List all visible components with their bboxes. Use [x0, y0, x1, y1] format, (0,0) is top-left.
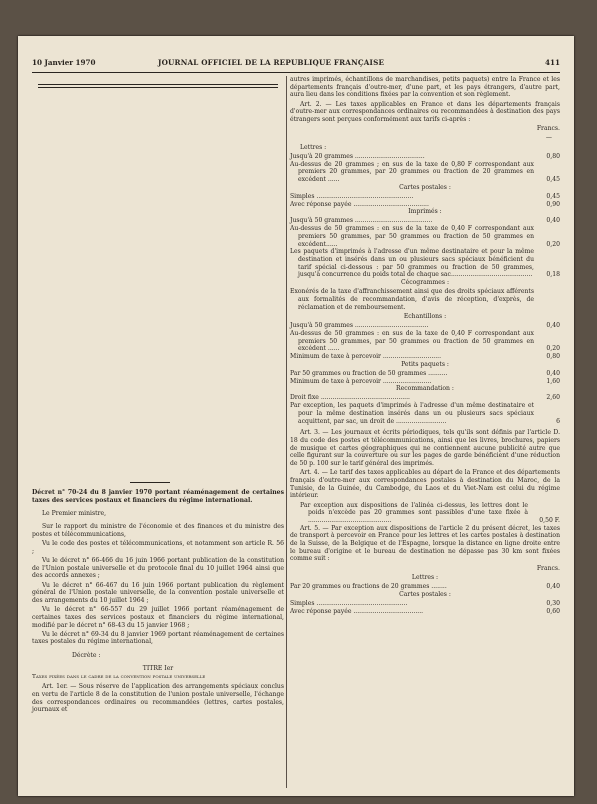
rate-row: Les paquets d'imprimés à l'adresse d'un même destinataire et pour la même destination et insérés dans un ou plusieurs sacs spéciaux bénéficient du tarif spécial ci-dessous : par 50 grammes ou fraction de 50 grammes, jusqu'à concurrence du poids total de chaque sac.......................................... 0,18	[290, 248, 560, 279]
left-column	[32, 482, 284, 716]
decrete-heading: Décrète :	[72, 651, 101, 659]
section-petits-paquets: Petits paquets :	[401, 360, 449, 368]
paragraph: Vu le code des postes et télécommunications, et notamment son article R. 56 ;	[32, 540, 284, 555]
rate-row: Avec réponse payée .................................... 0,60	[290, 607, 560, 615]
article-4: Art. 4. — Le tarif des taxes applicables au départ de la France et des départements français d'outre-mer aux correspondances postales à destination du Maroc, de la Tunisie, de la Guinée, du Cambodge, du Laos et du Viet-Nam est celui du régime intérieur.	[290, 469, 560, 500]
section-imprimes: Imprimés :	[408, 208, 442, 216]
journal-page	[18, 36, 574, 796]
rate-row: Au-dessus de 50 grammes : en sus de la taxe de 0,40 F correspondant aux premiers 50 grammes, par 50 grammes ou fraction de 50 grammes en excédent ...... 0,20	[290, 329, 560, 353]
section-cartes: Cartes postales :	[399, 590, 451, 598]
section-rule	[130, 482, 170, 483]
section-cartes: Cartes postales :	[399, 183, 451, 191]
page-header	[32, 58, 560, 70]
rate-row: Simples ............................................... 0,30	[290, 600, 560, 607]
rate-row: Par exception, les paquets d'imprimés à l'adresse d'un même destinataire et pour la même destination insérés dans un ou plusieurs sacs spéciaux acquittent, par sac, un droit de .......................... 6	[290, 402, 560, 425]
article-2: Art. 2. — Les taxes applicables en France et dans les départements français d'outre-mer aux correspondances ordinaires ou recommandées à destination des pays étrangers sont perçues conformément aux tarifs ci-après :	[290, 100, 560, 124]
section-lettres: Lettres :	[300, 143, 327, 151]
article-5: Art. 5. — Par exception aux dispositions de l'article 2 du présent décret, les taxes de transport à percevoir en France pour les lettres et les cartes postales à destination de la Suisse, de la Belgique et de l'Espagne, lorsque la distance en ligne droite entre le bureau d'origine et le bureau de destination ne dépasse pas 30 km sont fixées comme suit :	[290, 524, 560, 563]
paragraph: Vu le décret n° 66-557 du 29 juillet 1966 portant réaménagement de certaines taxes des services postaux et financiers du régime international, modifié par le décret n° 68-43 du 15 janvier 1968 ;	[32, 606, 284, 629]
section-recommandation: Recommandation :	[396, 385, 454, 393]
paragraph: Le Premier ministre,	[42, 509, 107, 517]
header-page-number: 411	[544, 58, 560, 67]
unit-dash: —	[545, 134, 552, 142]
paragraph: autres imprimés, échantillons de marchandises, petits paquets) entre la France et les départements français d'outre-mer, d'une part, et les pays étrangers, d'autre part, aura lieu dans les conditions fixées par la convention et son règlement.	[290, 76, 560, 99]
titre-heading: TITRE Ier	[142, 664, 174, 672]
header-rule	[32, 72, 560, 73]
section-echantillons: Echantillons :	[403, 312, 447, 320]
article-3: Art. 3. — Les journaux et écrits périodiques, tels qu'ils sont définis par l'article D. 18 du code des postes et télécommunications, ainsi que les livres, brochures, papiers de musique et cartes géographiques qui ne contiennent aucune publicité autre que celle figurant sur la couverture ou sur les pages de garde bénéficient d'une réduction de 50 p. 100 sur le tarif général des imprimés.	[290, 429, 560, 468]
article-1: Art. 1er. — Sous réserve de l'application des arrangements spéciaux conclus en vertu de l'article 8 de la constitution de l'union postale universelle, l'échange des correspondances ordinaires ou recommandées (lettres, cartes postales, journaux et	[32, 683, 284, 714]
rate-row: Par 50 grammes ou fraction de 50 grammes .......... 0,40	[290, 369, 560, 377]
paragraph: Vu le décret n° 69-34 du 8 janvier 1969 portant réaménagement de certaines taxes postales du régime international,	[32, 630, 284, 646]
rate-row: Simples .................................................. 0,45	[290, 192, 560, 200]
unit-francs: Francs.	[536, 564, 560, 572]
rate-note: Exonérés de la taxe d'affranchissement ainsi que des droits spéciaux afférents aux formalités de recommandation, d'avis de réception, d'exprès, de réclamation et de remboursement.	[290, 288, 534, 311]
section-cecogrammes: Cécogrammes :	[400, 279, 450, 287]
rate-row: Avec réponse payée ....................................... 0,90	[290, 200, 560, 208]
rate-row: Minimum de taxe à percevoir .............................. 0,80	[290, 352, 560, 360]
rate-row: Droit fixe .............................................. 2,60	[290, 394, 560, 402]
top-double-rule	[38, 84, 278, 90]
decree-title: Décret n° 70-24 du 8 janvier 1970 portant réaménagement de certaines taxes des services postaux et financiers du régime international.	[32, 489, 284, 504]
rate-row: Jusqu'à 20 grammes .................................... 0,80	[290, 152, 560, 160]
rate-row: Au-dessus de 20 grammes ; en sus de la taxe de 0,80 F correspondant aux premiers 20 grammes, par 20 grammes ou fraction de 20 grammes en excédent ...... 0,45	[290, 160, 560, 183]
rate-row: Par 20 grammes ou fractions de 20 grammes ........ 0,40	[290, 583, 560, 591]
section-lettres: Lettres :	[411, 573, 439, 581]
rate-row: Jusqu'à 50 grammes ........................................ 0,40	[290, 217, 560, 225]
rate-row: Jusqu'à 50 grammes ...................................... 0,40	[290, 322, 560, 330]
column-divider	[286, 76, 287, 788]
titre-subheading: Taxes fixées dans le cadre de la convention postale universelle	[32, 674, 206, 681]
header-title: JOURNAL OFFICIEL DE LA REPUBLIQUE FRANÇAISE	[158, 58, 385, 67]
rate-row: Au-dessus de 50 grammes : en sus de la taxe de 0,40 F correspondant aux premiers 50 grammes, par 50 grammes ou fraction de 50 grammes en excédent...... 0,20	[290, 225, 560, 248]
unit-francs: Francs.	[536, 125, 560, 133]
paragraph: Vu le décret n° 66-467 du 16 juin 1966 portant publication du règlement général de l'Union postale universelle, de la convention postale universelle et des arrangements du 10 juillet 1964 ;	[32, 581, 284, 604]
paragraph: Sur le rapport du ministre de l'économie et des finances et du ministre des postes et télécommunications,	[32, 523, 284, 538]
rate-row: Minimum de taxe à percevoir ......................... 1,60	[290, 377, 560, 385]
paragraph: Vu le décret n° 66-466 du 16 juin 1966 portant publication de la constitution de l'Union postale universelle et du protocole final du 10 juillet 1964 ainsi que des accords annexes ;	[32, 556, 284, 580]
rate-row: Par exception aux dispositions de l'alinéa ci-dessus, les lettres dont le poids n'excède pas 20 grammes sont passibles d'une taxe fixée à ........................................... 0,50 F.	[300, 501, 560, 524]
right-column	[290, 76, 560, 615]
header-date: 10 Janvier 1970	[32, 58, 96, 67]
